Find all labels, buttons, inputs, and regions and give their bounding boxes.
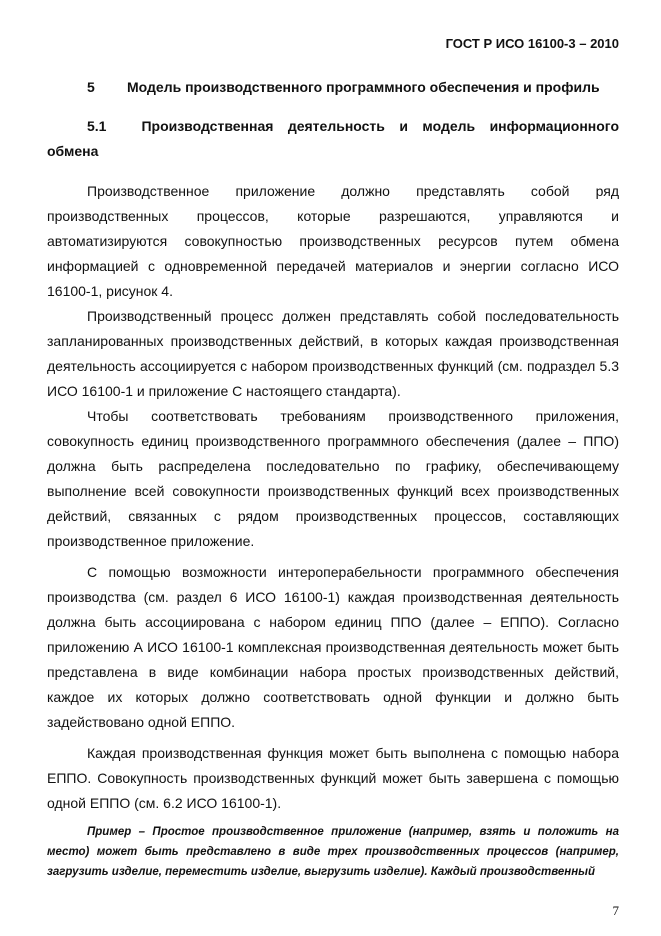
page-number: 7 [612,903,619,918]
paragraph-5: Каждая производственная функция может быть выполнена с помощью набора ЕППО. Совокупность производственных функций может быть завершена с помощью одной ЕППО (см. 6.2 ИСО 16100-1). [47,745,619,811]
section-number: 5 [87,79,95,95]
section-title: Модель производственного программного обеспечения и профиль [127,79,600,95]
paragraph-4: С помощью возможности интероперабельности программного обеспечения производства (см. раздел 6 ИСО 16100-1) каждая производственная деятельность должна быть ассоциирована с набором единиц ППО (далее – ЕППО). Согласно приложению А ИСО 16100-1 комплексная производственная деятельность может быть представлена в виде комбинации набора простых производственных действий, каждое их которых должно соответствовать одной функции и должно быть задействовано одной ЕППО. [47,564,619,730]
paragraph-1: Производственное приложение должно представлять собой ряд производственных процессов, которые разрешаются, управляются и автоматизируются совокупностью производственных ресурсов путем обмена информацией с одновременной передачей материалов и энергии согласно ИСО 16100-1, рисунок 4. [47,183,619,299]
document-header: ГОСТ Р ИСО 16100-3 – 2010 [445,36,619,51]
example-note: Пример – Простое производственное приложение (например, взять и положить на место) может быть представлено в виде трех производственных процессов (например, загрузить изделие, переместить изделие, выгрузить изделие). Каждый производственный [47,826,619,878]
paragraph-3: Чтобы соответствовать требованиям производственного приложения, совокупность единиц производственного программного обеспечения (далее – ППО) должна быть распределена последовательно по графику, обеспечивающему выполнение всей совокупности производственных функций всех производственных действий, связанных с рядом производственных процессов, составляющих производственное приложение. [47,408,619,549]
paragraph-2: Производственный процесс должен представлять собой последовательность запланированных производственных действий, в которых каждая производственная деятельность ассоциируется с набором производственных функций (см. подраздел 5.3 ИСО 16100-1 и приложение С настоящего стандарта). [47,308,619,399]
subsection-number: 5.1 [87,118,107,134]
subsection-heading [47,114,619,164]
subsection-title: Производственная деятельность и модель информационного обмена [47,118,619,159]
